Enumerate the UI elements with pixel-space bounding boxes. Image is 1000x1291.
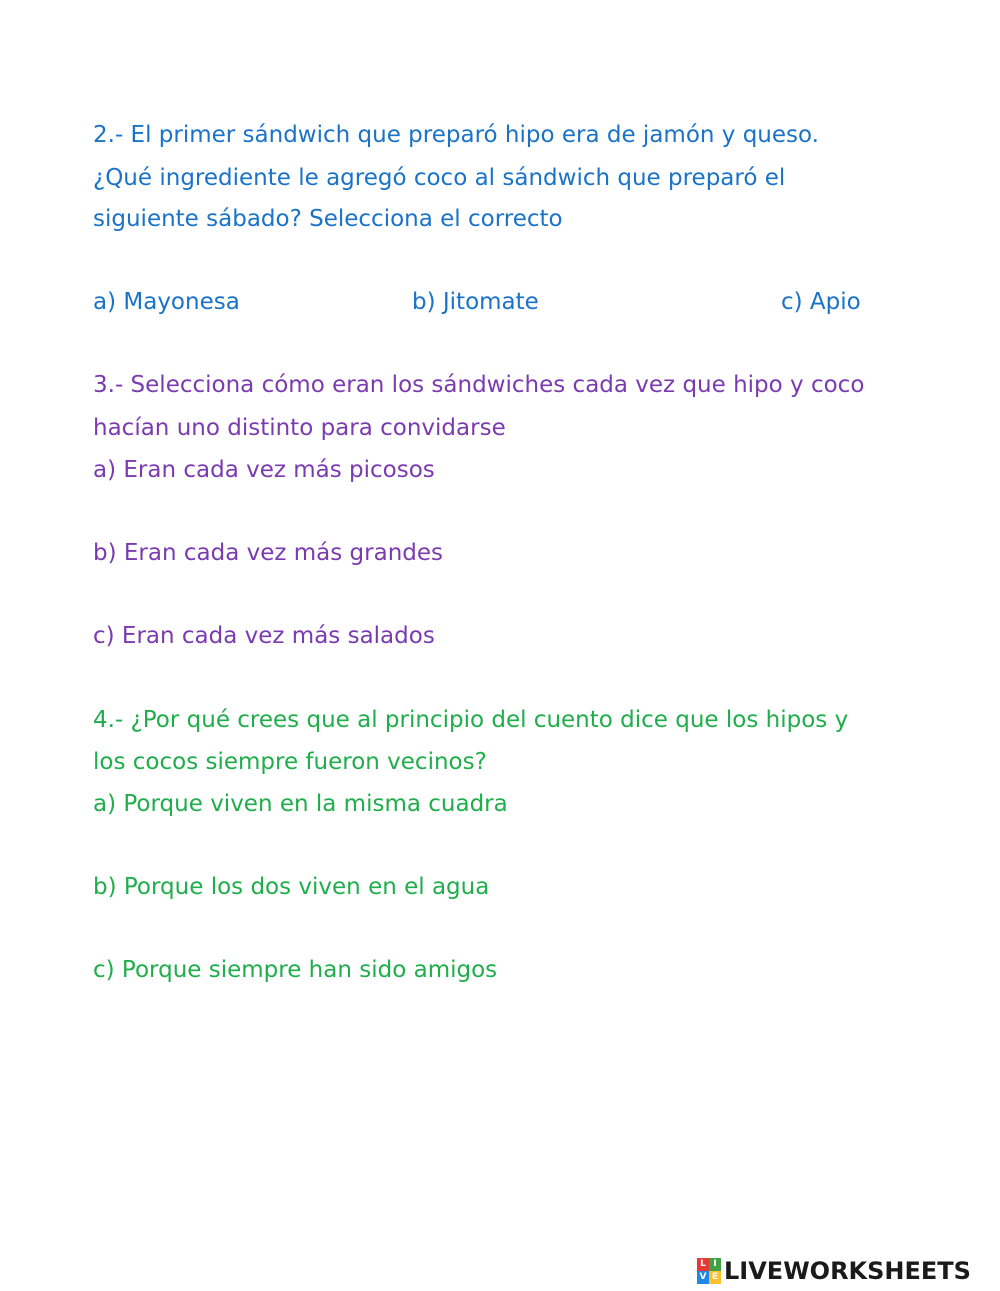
logo-badge-letter: L	[697, 1258, 709, 1271]
question-3-option-a[interactable]: a) Eran cada vez más picosos	[93, 457, 435, 483]
question-2-option-c[interactable]: c) Apio	[781, 289, 861, 315]
question-2-option-b[interactable]: b) Jitomate	[412, 289, 539, 315]
question-4-text-line-1: 4.- ¿Por qué crees que al principio del cuento dice que los hipos y	[93, 707, 849, 733]
question-3-text-line-2: hacían uno distinto para convidarse	[93, 415, 506, 441]
question-2-text-line-1: 2.- El primer sándwich que preparó hipo era de jamón y queso.	[93, 122, 819, 148]
question-4-option-a[interactable]: a) Porque viven en la misma cuadra	[93, 791, 508, 817]
question-2-text-line-3: siguiente sábado? Selecciona el correcto	[93, 206, 563, 232]
question-3-option-c[interactable]: c) Eran cada vez más salados	[93, 623, 435, 649]
liveworksheets-badge-icon	[697, 1258, 721, 1284]
logo-badge-letter: V	[697, 1271, 709, 1284]
question-4-option-c[interactable]: c) Porque siempre han sido amigos	[93, 957, 498, 983]
question-4-text-line-2: los cocos siempre fueron vecinos?	[93, 749, 487, 775]
question-3-text-line-1: 3.- Selecciona cómo eran los sándwiches cada vez que hipo y coco	[93, 372, 865, 398]
question-2-option-a[interactable]: a) Mayonesa	[93, 289, 240, 315]
logo-badge-letter: I	[709, 1258, 721, 1271]
question-4-option-b[interactable]: b) Porque los dos viven en el agua	[93, 874, 490, 900]
question-2-text-line-2: ¿Qué ingrediente le agregó coco al sándwich que preparó el	[93, 165, 786, 191]
question-3-option-b[interactable]: b) Eran cada vez más grandes	[93, 540, 443, 566]
liveworksheets-logo	[697, 1256, 971, 1286]
logo-wordmark: LIVEWORKSHEETS	[724, 1257, 971, 1285]
logo-badge-letter: E	[709, 1271, 721, 1284]
